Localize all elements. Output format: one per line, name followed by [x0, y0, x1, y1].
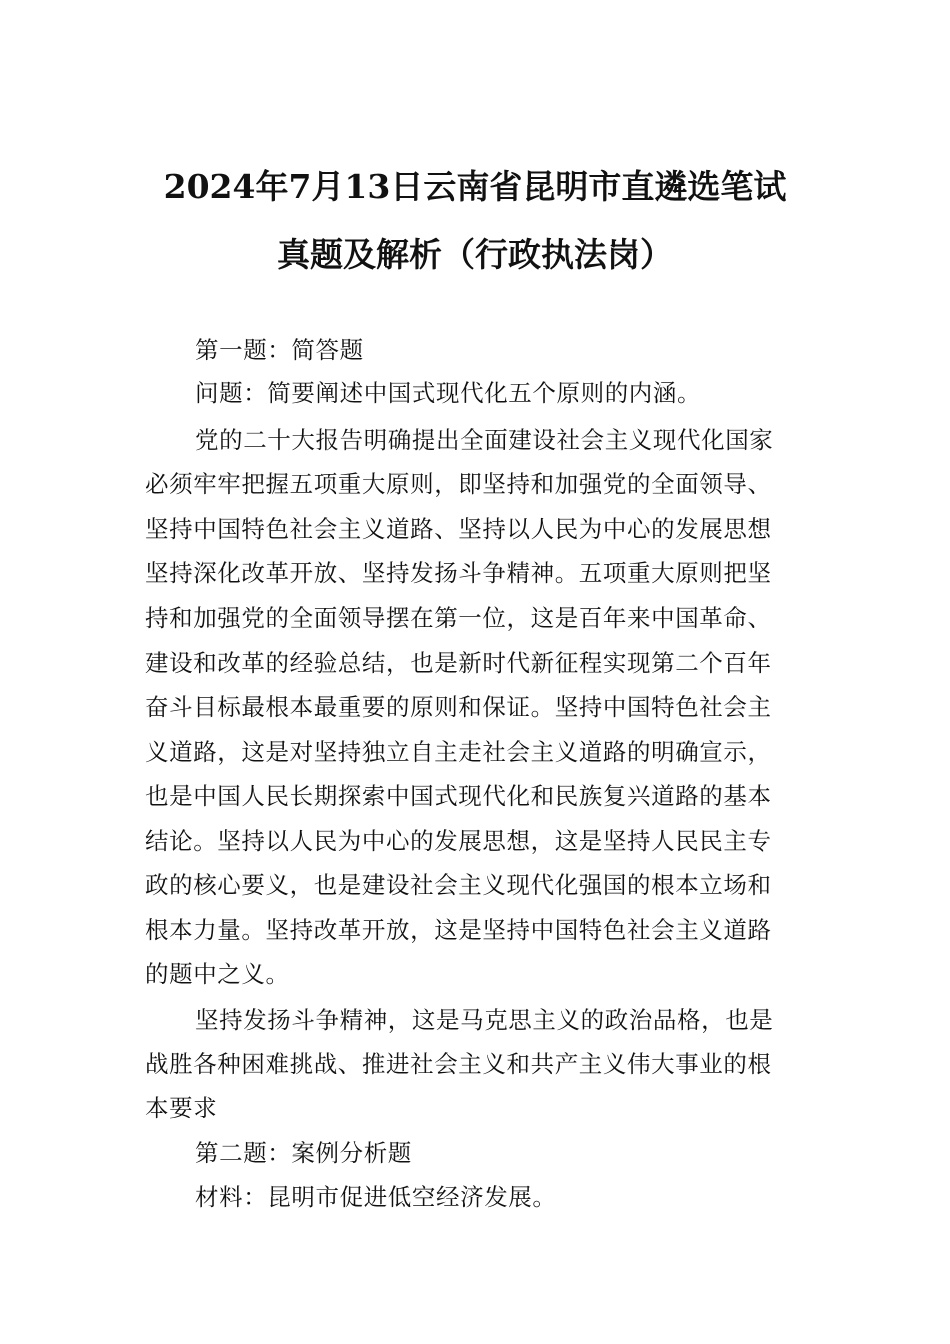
- paragraph-line: 也是中国人民长期探索中国式现代化和民族复兴道路的基本: [145, 782, 772, 810]
- paragraph-line: 材料：昆明市促进低空经济发展。: [195, 1183, 557, 1211]
- paragraph-line: 建设和改革的经验总结，也是新时代新征程实现第二个百年: [145, 649, 772, 677]
- paragraph-line: 必须牢牢把握五项重大原则，即坚持和加强党的全面领导、: [145, 470, 772, 498]
- paragraph-line: 结论。坚持以人民为中心的发展思想，这是坚持人民民主专: [145, 827, 772, 855]
- paragraph-line: 义道路，这是对坚持独立自主走社会主义道路的明确宣示，: [145, 738, 772, 766]
- paragraph-line: 持和加强党的全面领导摆在第一位，这是百年来中国革命、: [145, 604, 772, 632]
- paragraph-line: 战胜各种困难挑战、推进社会主义和共产主义伟大事业的根: [145, 1050, 772, 1078]
- paragraph-line: 政的核心要义，也是建设社会主义现代化强国的根本立场和: [145, 871, 772, 899]
- paragraph-line: 坚持发扬斗争精神，这是马克思主义的政治品格，也是: [195, 1006, 774, 1034]
- paragraph-line: 本要求: [145, 1094, 218, 1122]
- paragraph-line: 奋斗目标最根本最重要的原则和保证。坚持中国特色社会主: [145, 693, 772, 721]
- paragraph-line: 坚持中国特色社会主义道路、坚持以人民为中心的发展思想: [145, 515, 772, 543]
- paragraph-line: 根本力量。坚持改革开放，这是坚持中国特色社会主义道路: [145, 916, 772, 944]
- paragraph-line: 第二题：案例分析题: [195, 1139, 412, 1167]
- paragraph-line: 坚持深化改革开放、坚持发扬斗争精神。五项重大原则把坚: [145, 559, 772, 587]
- paragraph-line: 党的二十大报告明确提出全面建设社会主义现代化国家: [195, 426, 774, 454]
- paragraph-line: 第一题：简答题: [195, 336, 364, 364]
- paragraph-line: 问题：简要阐述中国式现代化五个原则的内涵。: [195, 379, 702, 407]
- document-title-line-2: 真题及解析（行政执法岗）: [277, 235, 673, 274]
- paragraph-line: 的题中之义。: [145, 960, 290, 988]
- document-title-line-1: 2024年7月13日云南省昆明市直遴选笔试: [163, 167, 787, 206]
